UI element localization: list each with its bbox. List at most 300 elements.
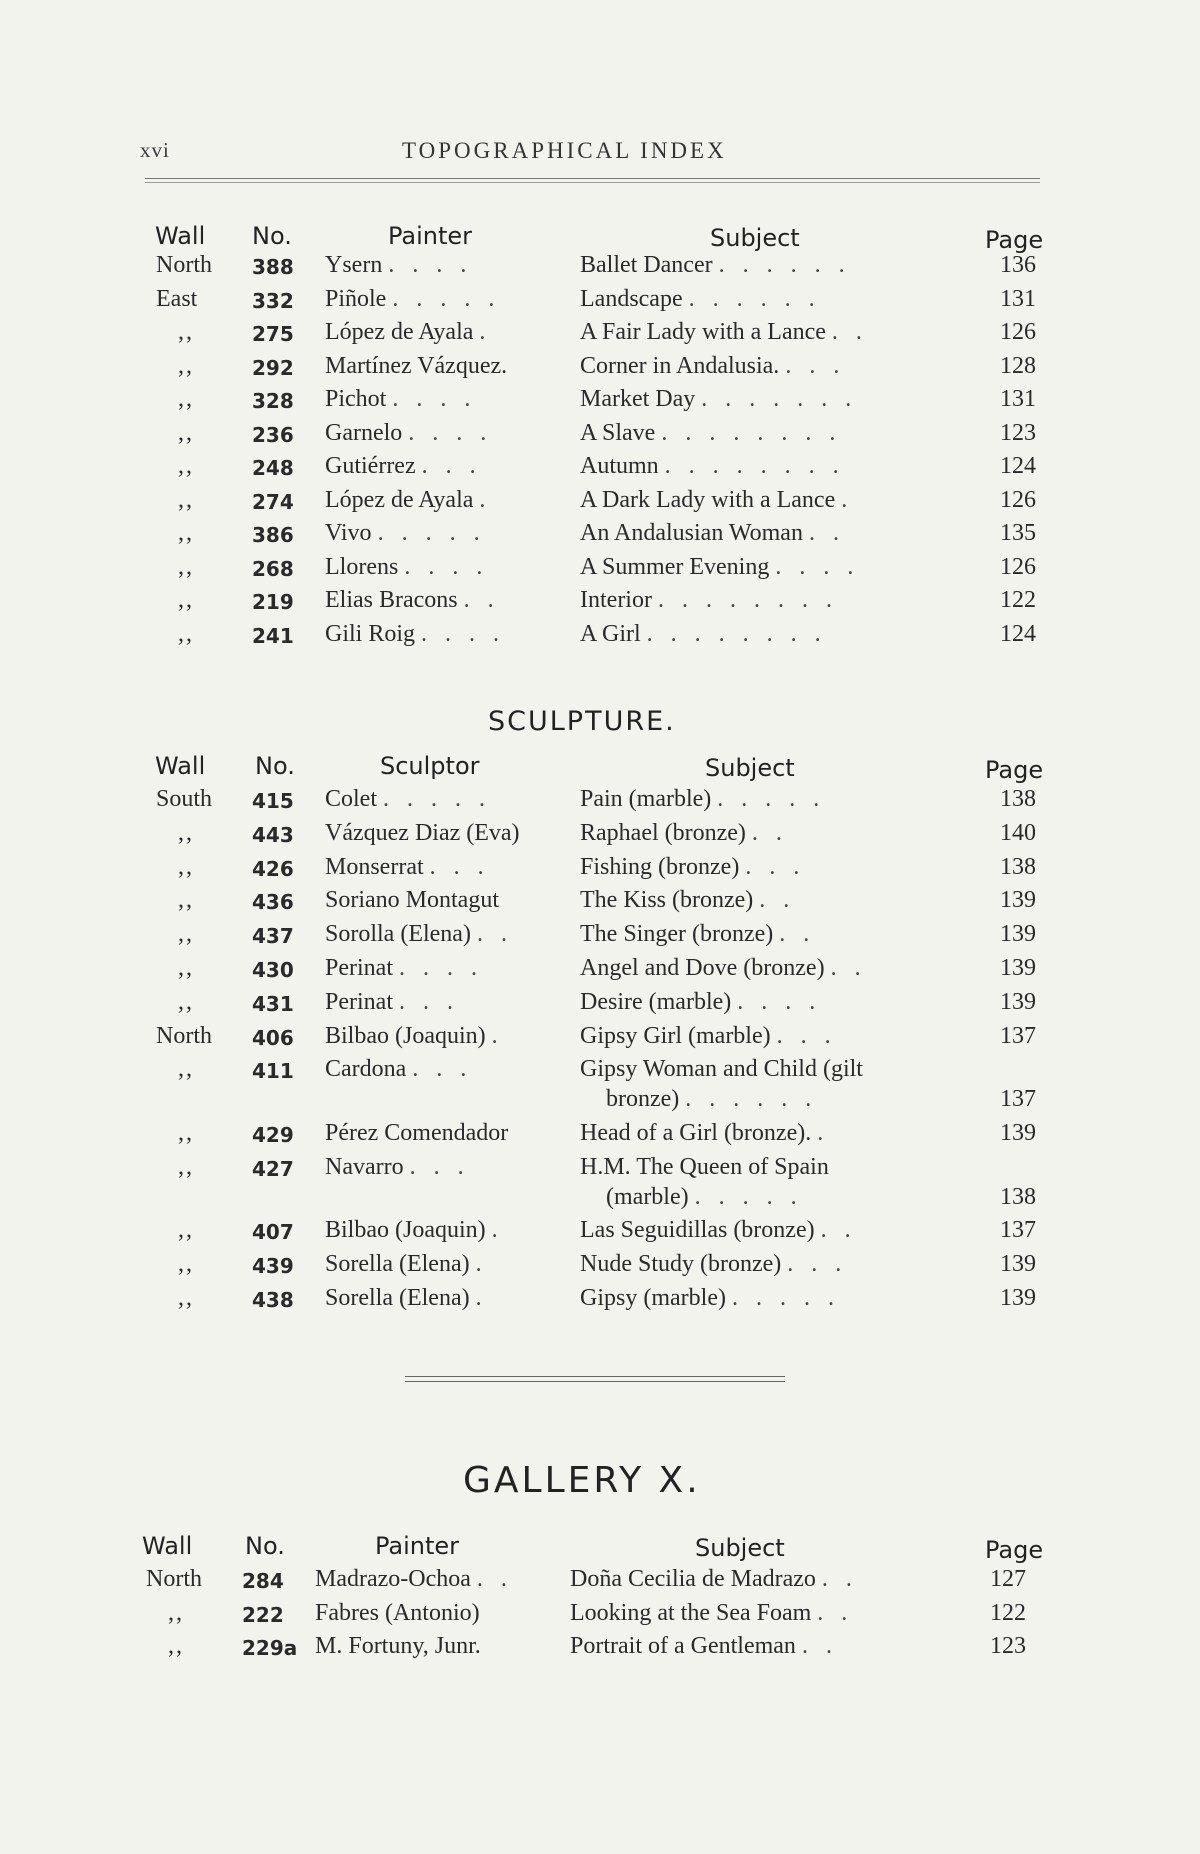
wall-cell: ,,: [178, 955, 194, 981]
subject-cell: [580, 386, 857, 413]
subject-title: Autumn: [580, 453, 659, 479]
table-row: [150, 353, 1070, 385]
artist-cell: [325, 1285, 488, 1312]
col-header-subject: Subject: [695, 1534, 785, 1562]
artist-name: Madrazo-Ochoa: [315, 1566, 471, 1592]
wall-cell: ,,: [178, 1251, 194, 1278]
number-cell: 438: [252, 1288, 294, 1312]
artist-cell: [325, 989, 459, 1016]
table-row: [150, 786, 1070, 818]
wall-cell: ,,: [178, 553, 194, 580]
number-cell: 268: [252, 556, 294, 581]
subject-cell: [580, 955, 867, 982]
leader-dots: . . . .: [404, 553, 489, 580]
number-cell: 426: [252, 856, 294, 881]
leader-dots: . . . . .: [377, 520, 486, 546]
subject-title: Doña Cecilia de Madrazo: [570, 1566, 816, 1592]
artist-name: Vivo: [325, 520, 372, 546]
wall-cell: North: [146, 1566, 202, 1592]
leader-dots: . .: [831, 319, 868, 345]
artist-name: Gili Roig: [325, 620, 416, 647]
artist-name: Gutiérrez: [325, 453, 416, 479]
leader-dots: .: [475, 1251, 488, 1278]
wall-cell: East: [156, 285, 198, 312]
number-cell: 407: [252, 1220, 294, 1245]
wall-cell: ,,: [178, 352, 194, 379]
wall-cell: ,,: [178, 1120, 194, 1146]
subject-title: H.M. The Queen of Spain: [580, 1153, 829, 1180]
artist-name: Pérez Comendador: [325, 1120, 509, 1146]
page-cell: 123: [990, 1633, 1026, 1659]
page-cell: 140: [1000, 819, 1036, 846]
leader-dots: . . .: [776, 1022, 837, 1049]
leader-dots: .: [475, 1285, 488, 1311]
leader-dots: . . . . . . . .: [646, 620, 827, 647]
artist-name: Llorens: [325, 553, 399, 580]
artist-cell: [315, 1633, 487, 1660]
leader-dots: . .: [463, 587, 500, 613]
subject-cell: [570, 1600, 853, 1627]
col-header-page: Page: [985, 226, 1044, 254]
leader-dots: . . .: [409, 1153, 470, 1180]
subject-title: Looking at the Sea Foam: [570, 1599, 812, 1626]
wall-cell: ,,: [168, 1599, 184, 1626]
subject-title: Portrait of a Gentleman: [570, 1633, 796, 1659]
leader-dots: . .: [817, 1599, 854, 1626]
artist-name: Navarro: [325, 1153, 404, 1180]
artist-name: Fabres (Antonio): [315, 1599, 480, 1626]
artist-name: Perinat: [325, 955, 393, 981]
page-cell: 139: [1000, 955, 1036, 981]
artist-name: Sorella (Elena): [325, 1285, 470, 1311]
section-divider: [405, 1376, 785, 1377]
artist-name: Colet: [325, 786, 377, 812]
subject-title: Interior: [580, 587, 652, 613]
artist-name: Ysern: [325, 252, 383, 278]
leader-dots: . .: [476, 1566, 513, 1592]
wall-cell: ,,: [178, 1056, 194, 1083]
subject-cell: [580, 1056, 869, 1083]
table-row: [150, 319, 1070, 351]
artist-cell: [325, 487, 491, 514]
table-row-continuation: [150, 1086, 1070, 1118]
number-cell: 222: [242, 1602, 284, 1627]
page-cell: 139: [1000, 887, 1036, 914]
table-row: [150, 252, 1070, 284]
wall-cell: ,,: [178, 988, 194, 1015]
leader-dots: . . . .: [775, 553, 860, 580]
subject-cell: [580, 989, 821, 1016]
artist-cell: [325, 1251, 488, 1278]
artist-cell: [325, 1217, 504, 1244]
subject-title: Ballet Dancer: [580, 252, 713, 278]
page-cell: 124: [1000, 620, 1036, 647]
leader-dots: . .: [751, 819, 788, 846]
number-cell: 229a: [242, 1636, 298, 1660]
wall-cell: ,,: [178, 453, 194, 479]
leader-dots: . . . .: [421, 620, 506, 647]
number-cell: 436: [252, 890, 294, 915]
page-cell: 126: [1000, 486, 1036, 513]
subject-title: A Fair Lady with a Lance: [580, 319, 826, 345]
leader-dots: .: [479, 486, 492, 513]
wall-cell: ,,: [168, 1633, 184, 1659]
number-cell: 406: [252, 1025, 294, 1050]
leader-dots: . . . . .: [731, 1285, 840, 1311]
subject-title: A Summer Evening: [580, 553, 770, 580]
number-cell: 236: [252, 422, 294, 447]
page-cell: 122: [990, 1599, 1026, 1626]
table-row: [150, 1023, 1070, 1055]
subject-title: Gipsy Woman and Child (gilt: [580, 1056, 863, 1083]
subject-title: A Slave: [580, 419, 656, 446]
wall-cell: ,,: [178, 1217, 194, 1244]
leader-dots: . . .: [429, 853, 490, 880]
page-cell: 138: [1000, 853, 1036, 880]
table-row-continuation: [150, 1184, 1070, 1216]
number-cell: 427: [252, 1156, 294, 1181]
artist-name: Sorella (Elena): [325, 1251, 470, 1278]
table-row: [150, 955, 1070, 987]
subject-cell: [580, 1154, 835, 1181]
leader-dots: . .: [808, 520, 845, 546]
leader-dots: . . . . . . . .: [664, 453, 845, 479]
subject-title: Nude Study (bronze): [580, 1251, 782, 1278]
leader-dots: . .: [820, 1217, 857, 1244]
leader-dots: . .: [759, 887, 796, 914]
col-header-no: No.: [252, 222, 292, 250]
subject-cell: [580, 887, 795, 914]
leader-dots: . .: [821, 1566, 858, 1592]
leader-dots: .: [841, 486, 854, 513]
subject-cell: [580, 921, 815, 948]
number-cell: 292: [252, 355, 294, 380]
table-row: [150, 1056, 1070, 1088]
leader-dots: . . . . . . . .: [657, 587, 838, 613]
page-cell: 138: [1000, 786, 1036, 812]
number-cell: 431: [252, 991, 294, 1016]
page-cell: 123: [1000, 419, 1036, 446]
artist-cell: [325, 955, 483, 982]
subject-title: The Kiss (bronze): [580, 887, 754, 914]
page-cell: 136: [1000, 252, 1036, 278]
table-row: [140, 1633, 1060, 1665]
subject-cell: [580, 353, 845, 380]
number-cell: 274: [252, 489, 294, 514]
subject-cell: [580, 587, 838, 614]
leader-dots: . . . . . . . .: [661, 419, 842, 446]
subject-title: Head of a Girl (bronze).: [580, 1120, 812, 1146]
artist-cell: [325, 252, 472, 279]
number-cell: 411: [252, 1059, 294, 1084]
leader-dots: . . .: [398, 988, 459, 1015]
leader-dots: . . .: [785, 352, 846, 379]
subject-cell: [580, 1023, 837, 1050]
leader-dots: . . . . .: [392, 285, 501, 312]
table-row: [150, 921, 1070, 953]
number-cell: 429: [252, 1123, 294, 1147]
leader-dots: .: [491, 1022, 504, 1049]
subject-cell: [580, 854, 805, 881]
col-header-painter: Painter: [388, 222, 473, 250]
wall-cell: ,,: [178, 921, 194, 948]
leader-dots: . .: [476, 921, 513, 948]
number-cell: 248: [252, 456, 294, 480]
col-header-page: Page: [985, 756, 1044, 784]
subject-title: Gipsy (marble): [580, 1285, 726, 1311]
subject-title: Angel and Dove (bronze): [580, 955, 825, 981]
table-row: [150, 587, 1070, 619]
artist-name: Soriano Montagut: [325, 887, 499, 914]
wall-cell: North: [156, 252, 212, 278]
artist-cell: [315, 1600, 486, 1627]
artist-name: Martínez Vázquez.: [325, 352, 508, 379]
running-head-title: TOPOGRAPHICAL INDEX: [402, 138, 727, 163]
wall-cell: ,,: [178, 620, 194, 647]
col-header-page: Page: [985, 1536, 1044, 1564]
page-cell: 126: [1000, 553, 1036, 580]
leader-dots: . . .: [745, 853, 806, 880]
number-cell: 388: [252, 255, 294, 279]
wall-cell: ,,: [178, 386, 194, 412]
table-row: [150, 621, 1070, 653]
table-row: [150, 989, 1070, 1021]
page-cell: 127: [990, 1566, 1026, 1592]
subject-cell: [580, 319, 868, 346]
artist-cell: [325, 854, 490, 881]
page-cell: 138: [1000, 1183, 1036, 1210]
gallery-x-table: [140, 1532, 1060, 1672]
section-divider-secondary: [405, 1381, 785, 1382]
page-cell: 139: [1000, 921, 1036, 948]
page-cell: 122: [1000, 587, 1036, 613]
number-cell: 219: [252, 590, 294, 614]
subject-continuation-text: (marble): [606, 1183, 689, 1210]
paintings-table: [150, 222, 1070, 662]
wall-cell: ,,: [178, 587, 194, 613]
artist-name: Pichot: [325, 386, 387, 412]
page-cell: 139: [1000, 1251, 1036, 1278]
leader-dots: . . .: [787, 1251, 848, 1278]
col-header-wall: Wall: [142, 1532, 193, 1560]
subject-cell: [580, 252, 851, 279]
table-row: [150, 1251, 1070, 1283]
artist-name: Piñole: [325, 285, 387, 312]
table-row: [150, 286, 1070, 318]
wall-cell: ,,: [178, 887, 194, 914]
section-title-gallery-x: GALLERY X.: [463, 1460, 701, 1501]
subject-cell: [580, 1251, 847, 1278]
artist-cell: [325, 1120, 514, 1147]
subject-cell: [580, 1120, 829, 1147]
col-header-no: No.: [245, 1532, 285, 1560]
number-cell: 284: [242, 1569, 284, 1593]
page-cell: 137: [1000, 1217, 1036, 1244]
table-row: [150, 820, 1070, 852]
number-cell: 275: [252, 322, 294, 346]
artist-cell: [325, 587, 500, 614]
artist-name: M. Fortuny, Junr.: [315, 1633, 481, 1659]
page-cell: 139: [1000, 988, 1036, 1015]
page-cell: 139: [1000, 1120, 1036, 1146]
table-row: [150, 1285, 1070, 1317]
number-cell: 241: [252, 623, 294, 648]
col-header-painter: Painter: [375, 1532, 460, 1560]
table-row: [150, 1120, 1070, 1152]
wall-cell: ,,: [178, 1285, 194, 1311]
table-row: [150, 554, 1070, 586]
subject-title: Fishing (bronze): [580, 853, 740, 880]
artist-name: Sorolla (Elena): [325, 921, 471, 948]
subject-cell: [580, 286, 821, 313]
head-rule-secondary: [145, 182, 1040, 183]
subject-title: Desire (marble): [580, 988, 732, 1015]
wall-cell: ,,: [178, 319, 194, 345]
subject-title: The Singer (bronze): [580, 921, 774, 948]
number-cell: 328: [252, 389, 294, 413]
leader-dots: . .: [801, 1633, 838, 1659]
artist-name: Garnelo: [325, 419, 403, 446]
col-header-sculptor: Sculptor: [380, 752, 480, 780]
table-row: [150, 487, 1070, 519]
artist-name: Bilbao (Joaquin): [325, 1217, 486, 1244]
wall-cell: North: [156, 1022, 212, 1049]
artist-name: Elias Bracons: [325, 587, 458, 613]
artist-cell: [325, 1154, 470, 1181]
subject-continuation: [606, 1184, 803, 1211]
artist-cell: [325, 820, 526, 847]
artist-cell: [325, 1056, 472, 1083]
table-row: [150, 887, 1070, 919]
artist-cell: [325, 386, 476, 413]
wall-cell: ,,: [178, 486, 194, 513]
number-cell: 430: [252, 958, 294, 982]
wall-cell: ,,: [178, 419, 194, 446]
leader-dots: . . .: [412, 1056, 473, 1083]
head-rule: [145, 178, 1040, 179]
col-header-wall: Wall: [155, 752, 206, 780]
col-header-wall: Wall: [155, 222, 206, 250]
page-cell: 135: [1000, 520, 1036, 546]
subject-title: Las Seguidillas (bronze): [580, 1217, 815, 1244]
page-cell: 128: [1000, 352, 1036, 379]
table-row: [150, 420, 1070, 452]
leader-dots: .: [479, 319, 492, 345]
artist-cell: [325, 1023, 504, 1050]
artist-name: Cardona: [325, 1056, 407, 1083]
leader-dots: . .: [830, 955, 867, 981]
running-head: [140, 138, 1040, 172]
artist-cell: [325, 319, 491, 346]
table-row: [150, 1154, 1070, 1186]
artist-name: Bilbao (Joaquin): [325, 1022, 486, 1049]
subject-title: Raphael (bronze): [580, 819, 746, 846]
subject-title: Corner in Andalusia.: [580, 352, 780, 379]
leader-dots: . . . . . .: [718, 252, 851, 278]
number-cell: 443: [252, 822, 294, 847]
leader-dots: .: [817, 1120, 830, 1146]
number-cell: 437: [252, 924, 294, 949]
number-cell: 415: [252, 789, 294, 813]
page-cell: 139: [1000, 1285, 1036, 1311]
wall-cell: South: [156, 786, 213, 812]
page-cell: 137: [1000, 1022, 1036, 1049]
table-row: [150, 1217, 1070, 1249]
leader-dots: . . . . . .: [688, 285, 821, 312]
table-row: [140, 1566, 1060, 1598]
subject-title: An Andalusian Woman: [580, 520, 803, 546]
table-row: [150, 854, 1070, 886]
page-cell: 124: [1000, 453, 1036, 479]
leader-dots: . . . . . . .: [701, 386, 858, 412]
leader-dots: . . . .: [388, 252, 473, 278]
sculpture-table: [150, 752, 1070, 1332]
artist-cell: [325, 621, 505, 648]
table-row: [140, 1600, 1060, 1632]
subject-cell: [580, 453, 845, 480]
leader-dots: . . . . .: [717, 786, 826, 812]
page-cell: 131: [1000, 285, 1036, 312]
artist-name: Perinat: [325, 988, 393, 1015]
col-header-subject: Subject: [705, 754, 795, 782]
leader-dots: . . . .: [737, 988, 822, 1015]
wall-cell: ,,: [178, 819, 194, 846]
artist-name: Vázquez Diaz (Eva): [325, 819, 520, 846]
leader-dots: . . .: [421, 453, 482, 479]
artist-cell: [325, 887, 505, 914]
subject-title: Market Day: [580, 386, 696, 412]
artist-cell: [325, 420, 492, 447]
subject-cell: [580, 786, 825, 813]
subject-cell: [570, 1566, 858, 1593]
table-row: [150, 453, 1070, 485]
artist-name: López de Ayala: [325, 319, 474, 345]
artist-cell: [325, 786, 491, 813]
leader-dots: . . . . .: [383, 786, 491, 812]
table-row: [150, 520, 1070, 552]
subject-cell: [580, 420, 841, 447]
artist-cell: [315, 1566, 513, 1593]
col-header-subject: Subject: [710, 224, 800, 252]
subject-cell: [580, 1285, 840, 1312]
leader-dots: . . . .: [408, 419, 493, 446]
subject-title: A Dark Lady with a Lance: [580, 486, 836, 513]
artist-cell: [325, 921, 513, 948]
leader-dots: . . . . . .: [685, 1086, 818, 1113]
subject-title: Gipsy Girl (marble): [580, 1022, 771, 1049]
subject-title: Landscape: [580, 285, 683, 312]
subject-cell: [580, 554, 859, 581]
leader-dots: . . . . .: [694, 1183, 803, 1210]
artist-name: Monserrat: [325, 853, 424, 880]
section-title-sculpture: SCULPTURE.: [488, 706, 676, 737]
leader-dots: . .: [779, 921, 816, 948]
subject-continuation-text: bronze): [606, 1086, 680, 1113]
subject-cell: [580, 621, 827, 648]
page-cell: 137: [1000, 1086, 1036, 1113]
wall-cell: ,,: [178, 853, 194, 880]
subject-continuation: [606, 1086, 817, 1113]
subject-title: A Girl: [580, 620, 641, 647]
subject-cell: [580, 1217, 857, 1244]
page-number: xvi: [140, 138, 170, 162]
number-cell: 386: [252, 523, 294, 547]
page-cell: 126: [1000, 319, 1036, 345]
col-header-no: No.: [255, 752, 295, 780]
subject-cell: [570, 1633, 838, 1660]
artist-name: López de Ayala: [325, 486, 474, 513]
wall-cell: ,,: [178, 1153, 194, 1180]
